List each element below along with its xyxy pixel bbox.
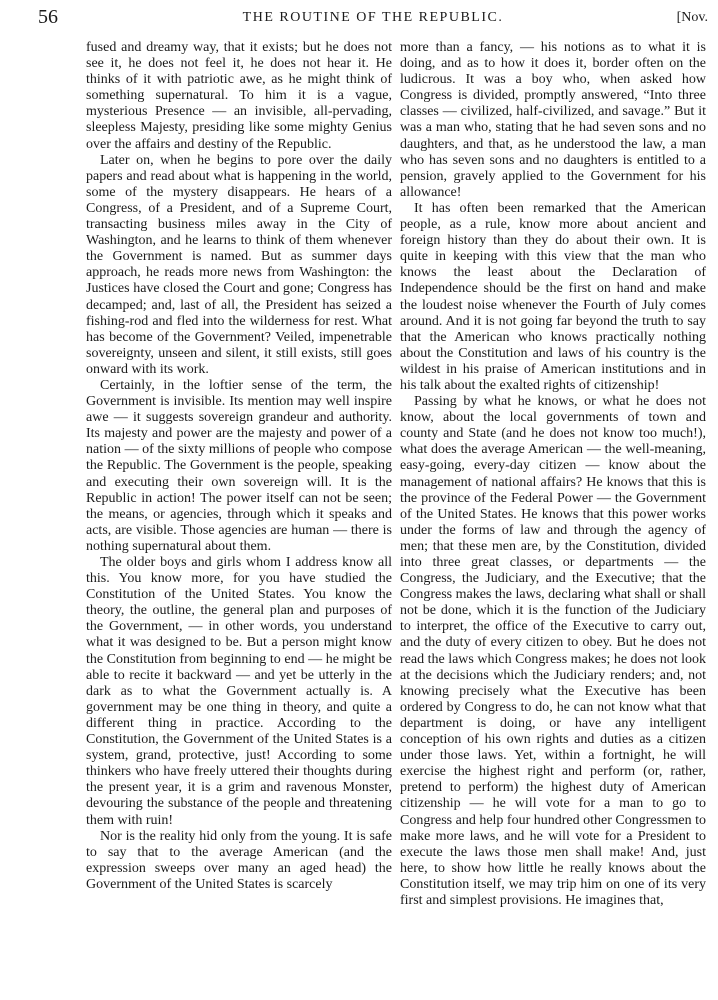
paragraph: Passing by what he knows, or what he does not know, about the local governments of town and county and State (and he does not know too much!), what does the average American — the well-meaning, easy-going, every-day citizen — know about the management of national affairs? He knows that this is the province of the Federal Power — the Government of the United States. He knows that this power works under the forms of law and through the agency of men; that these men are, by the Constitution, divided into three great classes, or departments — the Congress, the Judiciary, and the Executive; that the Congress makes the laws, declaring what shall or shall not be done, which it is the function of the Judiciary to interpret, the office of the Executive to carry out, and the duty of every citizen to obey. But he does not read the laws which Congress makes; he does not look at the decisions which the Judiciary renders; and, not knowing precisely what the Executive has been ordered by Congress to do, he can not know what that department is doing, or have any intelligent conception of his own rights and duties as a citizen under those laws. Yet, within a fortnight, he will exercise the highest right and perform (or, rather, pretend to perform) the highest duty of American citizenship — he will vote for a man to go to Congress and help four hundred other Congressmen to make more laws, and he will vote for a President to execute the laws those men shall make! And, just here, to show how little he really knows about the Constitution itself, we may trip him on one of its very first and simplest provisions. He imagines that, <box>400 394 706 908</box>
page-number: 56 <box>38 6 58 28</box>
paragraph: Nor is the reality hid only from the young. It is safe to say that to the average American (and the expression sweeps over many an aged head) the Government of the United States is scarcely <box>86 828 392 892</box>
paragraph: Later on, when he begins to pore over the daily papers and read about what is happening in the world, some of the mystery disappears. He hears of a Congress, of a President, and of a Supreme Court, transacting business miles away in the City of Washington, and he learns to think of them whenever the Government is named. But as summer days approach, he reads more news from Washington: the Justices have closed the Court and gone; Congress has decamped; and, last of all, the President has seized a fishing-rod and fled into the wilderness for rest. What has become of the Government? Veiled, impenetrable sovereignty, unseen and silent, it still exists, still goes onward with its work. <box>86 152 392 377</box>
paragraph: The older boys and girls whom I address know all this. You know more, for you have studied the Constitution of the United States. You know the theory, the outline, the general plan and purposes of the Government, — in other words, you understand what it was designed to be. But a person might know the Constitution from beginning to end — he might be able to recite it backward — and yet be utterly in the dark as to what the Government actually is. A government may be one thing in theory, and quite a different thing in practice. According to the Constitution, the Government of the United States is a system, grand, protective, just! According to some thinkers who have freely uttered their thoughts during the present year, it is a grim and ravenous Monster, devouring the substance of the people and threatening them with ruin! <box>86 555 392 828</box>
right-column <box>400 40 706 909</box>
running-header <box>38 6 708 36</box>
paragraph: more than a fancy, — his notions as to what it is doing, and as to how it does it, border often on the ludicrous. It was a boy who, when asked how Congress is divided, promptly answered, “Into three classes — civilized, half-civilized, and savage.” But it was a man who, stating that he had seven sons and no daughters, and that, as he understood the law, a man who has seven sons and no daughters is entitled to a pension, gravely applied to the Government for his allowance! <box>400 40 706 200</box>
running-title: THE ROUTINE OF THE REPUBLIC. <box>242 10 504 25</box>
paragraph: fused and dreamy way, that it exists; but he does not see it, he does not feel it, he does not hear it. He thinks of it with patriotic awe, as he might think of something supernatural. To him it is a vague, mysterious Presence — an invisible, all-pervading, sleepless Majesty, presiding like some mighty Genius over the affairs and destiny of the Republic. <box>86 40 392 152</box>
issue-date-fragment: [Nov. <box>676 10 708 25</box>
left-column <box>86 40 392 893</box>
paragraph: Certainly, in the loftier sense of the term, the Government is invisible. Its mention may well inspire awe — it suggests sovereign grandeur and authority. Its majesty and power are the majesty and power of a nation — of the sixty millions of people who compose the Republic. The Government is the people, speaking and executing their own sovereign will. It is the Republic in action! The power itself can not be seen; the means, or agencies, through which it speaks and acts, are visible. Those agencies are human — there is nothing supernatural about them. <box>86 377 392 554</box>
paragraph: It has often been remarked that the American people, as a rule, know more about ancient and foreign history than they do about their own. It is quite in keeping with this view that the man who knows the least about the Declaration of Independence should be the first on hand and make the loudest noise whenever the Fourth of July comes around. And it is not going far beyond the truth to say that the American who knows practically nothing about the Constitution and laws of his country is the wildest in his praise of American institutions and in his talk about the exalted rights of citizenship! <box>400 200 706 393</box>
